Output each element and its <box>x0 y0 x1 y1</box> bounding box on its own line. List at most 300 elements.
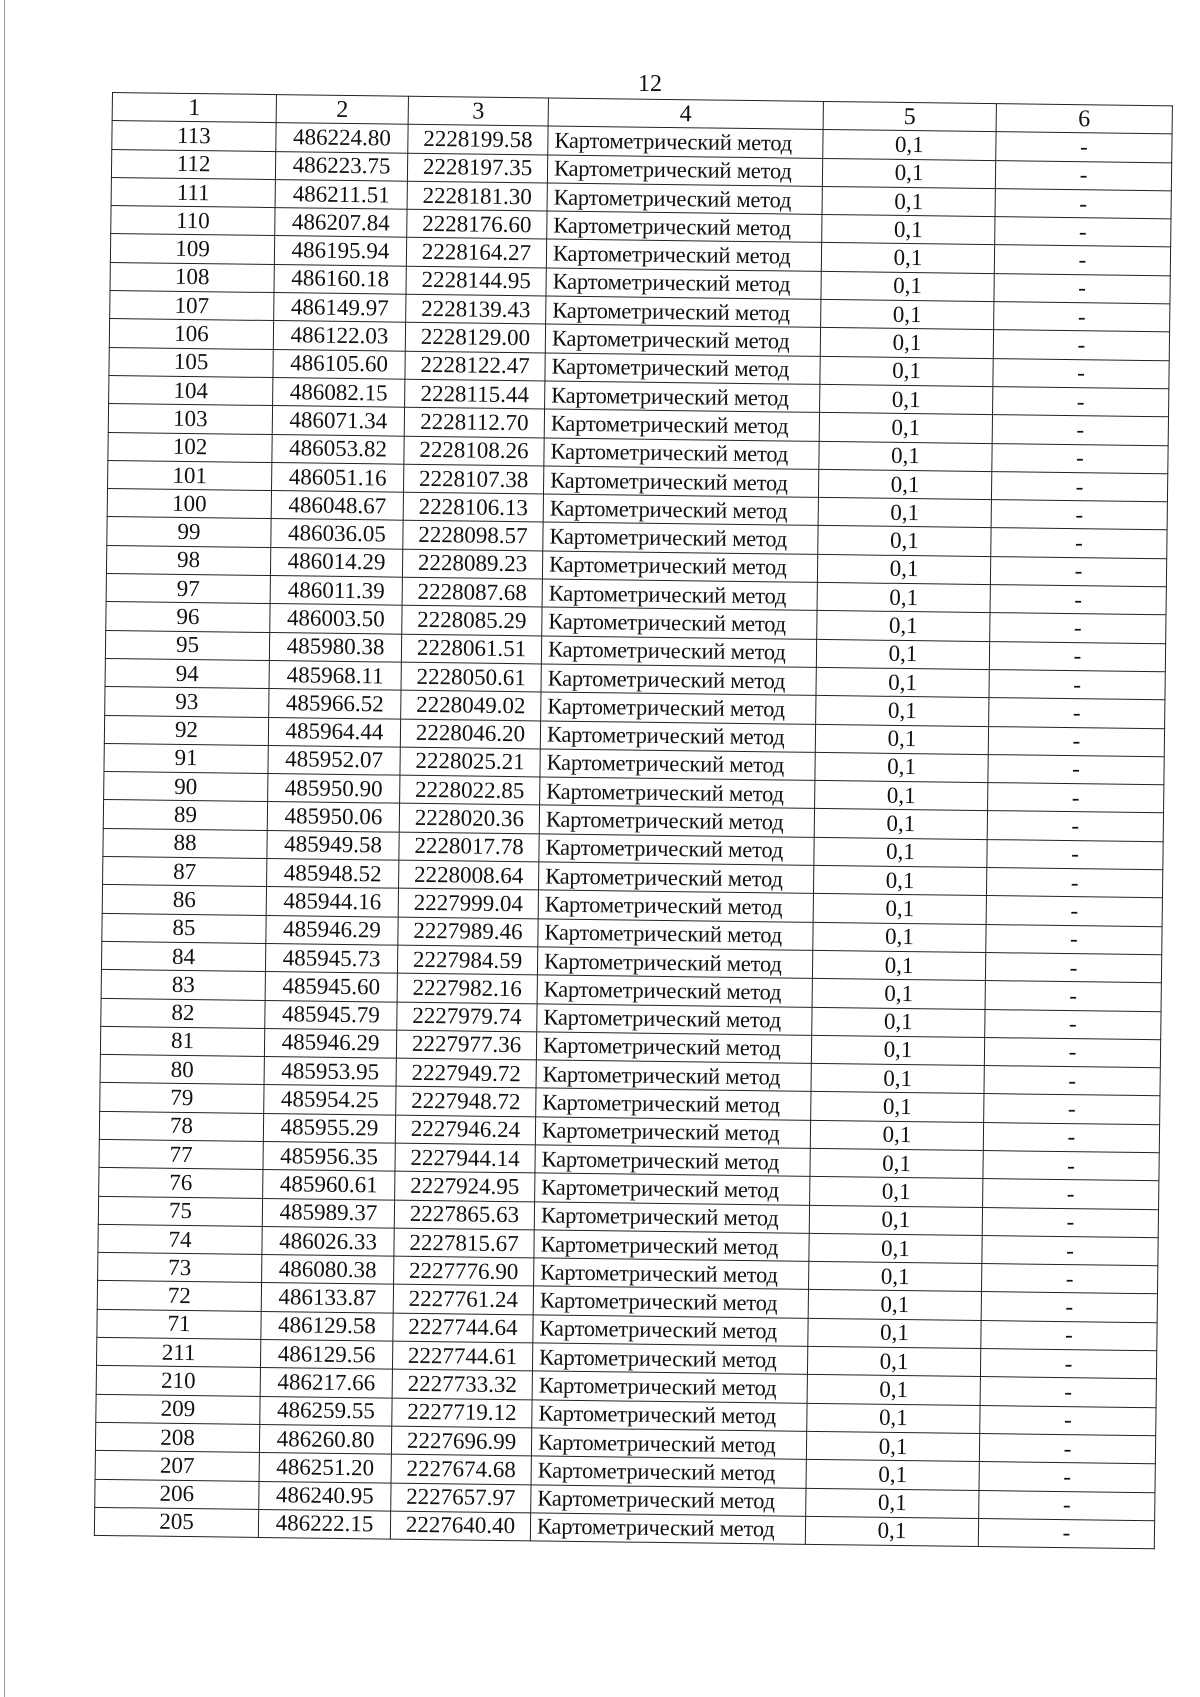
y-coordinate-cell: 2228022.85 <box>400 775 540 805</box>
point-number-cell: 98 <box>106 545 270 575</box>
y-coordinate-cell: 2227984.59 <box>397 945 537 975</box>
x-coordinate-cell: 486003.50 <box>270 604 402 634</box>
y-coordinate-cell: 2228049.02 <box>401 690 541 720</box>
accuracy-cell: 0,1 <box>812 979 985 1009</box>
extra-cell: - <box>994 245 1170 276</box>
method-cell: Картометрический метод <box>547 183 822 215</box>
method-cell: Картометрический метод <box>546 239 821 271</box>
x-coordinate-cell: 485954.25 <box>264 1085 396 1115</box>
extra-cell: - <box>979 1490 1155 1521</box>
y-coordinate-cell: 2228107.38 <box>403 464 543 494</box>
point-number-cell: 107 <box>110 291 274 321</box>
extra-cell: - <box>981 1320 1157 1351</box>
y-coordinate-cell: 2228197.35 <box>407 153 547 183</box>
extra-cell: - <box>981 1264 1157 1295</box>
x-coordinate-cell: 486048.67 <box>271 491 403 521</box>
point-number-cell: 78 <box>99 1111 263 1141</box>
y-coordinate-cell: 2228017.78 <box>399 832 539 862</box>
y-coordinate-cell: 2227674.68 <box>391 1454 531 1484</box>
point-number-cell: 206 <box>95 1479 259 1509</box>
column-header: 1 <box>112 93 276 123</box>
method-cell: Картометрический метод <box>532 1400 807 1432</box>
y-coordinate-cell: 2227696.99 <box>391 1426 531 1456</box>
extra-cell: - <box>978 1518 1154 1549</box>
point-number-cell: 77 <box>99 1139 263 1169</box>
extra-cell: - <box>985 981 1161 1012</box>
accuracy-cell: 0,1 <box>819 441 992 471</box>
x-coordinate-cell: 486207.84 <box>275 208 407 238</box>
extra-cell: - <box>982 1235 1158 1266</box>
y-coordinate-cell: 2228181.30 <box>407 181 547 211</box>
x-coordinate-cell: 486217.66 <box>260 1368 392 1398</box>
extra-cell: - <box>987 811 1163 842</box>
point-number-cell: 76 <box>99 1168 263 1198</box>
accuracy-cell: 0,1 <box>817 582 990 612</box>
extra-cell: - <box>992 443 1168 474</box>
method-cell: Картометрический метод <box>537 947 812 979</box>
extra-cell: - <box>986 868 1162 899</box>
accuracy-cell: 0,1 <box>814 837 987 867</box>
y-coordinate-cell: 2227949.72 <box>396 1058 536 1088</box>
extra-cell: - <box>980 1349 1156 1380</box>
accuracy-cell: 0,1 <box>805 1516 978 1546</box>
method-cell: Картометрический метод <box>545 353 820 385</box>
accuracy-cell: 0,1 <box>807 1375 980 1405</box>
y-coordinate-cell: 2228144.95 <box>406 266 546 296</box>
accuracy-cell: 0,1 <box>807 1346 980 1376</box>
point-number-cell: 111 <box>111 177 275 207</box>
method-cell: Картометрический метод <box>539 834 814 866</box>
x-coordinate-cell: 486160.18 <box>274 264 406 294</box>
method-cell: Картометрический метод <box>543 466 818 498</box>
x-coordinate-cell: 486224.80 <box>276 123 408 153</box>
method-cell: Картометрический метод <box>542 551 817 583</box>
extra-cell: - <box>980 1405 1156 1436</box>
extra-cell: - <box>996 132 1172 163</box>
method-cell: Картометрический метод <box>547 211 822 243</box>
y-coordinate-cell: 2227977.36 <box>396 1030 536 1060</box>
point-number-cell: 205 <box>94 1507 258 1537</box>
accuracy-cell: 0,1 <box>807 1403 980 1433</box>
method-cell: Картометрический метод <box>541 636 816 668</box>
accuracy-cell: 0,1 <box>816 667 989 697</box>
extra-cell: - <box>986 924 1162 955</box>
extra-cell: - <box>983 1122 1159 1153</box>
method-cell: Картометрический метод <box>531 1484 806 1516</box>
x-coordinate-cell: 486129.58 <box>261 1311 393 1341</box>
extra-cell: - <box>991 528 1167 559</box>
extra-cell: - <box>993 330 1169 361</box>
accuracy-cell: 0,1 <box>821 271 994 301</box>
point-number-cell: 112 <box>111 149 275 179</box>
accuracy-cell: 0,1 <box>816 696 989 726</box>
accuracy-cell: 0,1 <box>809 1205 982 1235</box>
accuracy-cell: 0,1 <box>812 950 985 980</box>
accuracy-cell: 0,1 <box>811 1063 984 1093</box>
x-coordinate-cell: 486251.20 <box>259 1453 391 1483</box>
point-number-cell: 92 <box>104 715 268 745</box>
x-coordinate-cell: 485944.16 <box>266 887 398 917</box>
y-coordinate-cell: 2227776.90 <box>394 1256 534 1286</box>
point-number-cell: 75 <box>98 1196 262 1226</box>
point-number-cell: 210 <box>96 1366 260 1396</box>
x-coordinate-cell: 485946.29 <box>264 1028 396 1058</box>
y-coordinate-cell: 2228122.47 <box>405 351 545 381</box>
point-number-cell: 105 <box>109 347 273 377</box>
extra-cell: - <box>995 217 1171 248</box>
extra-cell: - <box>981 1292 1157 1323</box>
extra-cell: - <box>985 952 1161 983</box>
accuracy-cell: 0,1 <box>811 1092 984 1122</box>
x-coordinate-cell: 486122.03 <box>273 321 405 351</box>
y-coordinate-cell: 2228139.43 <box>406 294 546 324</box>
point-number-cell: 102 <box>108 432 272 462</box>
x-coordinate-cell: 485950.90 <box>268 774 400 804</box>
y-coordinate-cell: 2227924.95 <box>395 1171 535 1201</box>
y-coordinate-cell: 2227982.16 <box>397 973 537 1003</box>
point-number-cell: 74 <box>98 1224 262 1254</box>
point-number-cell: 72 <box>97 1281 261 1311</box>
point-number-cell: 113 <box>112 121 276 151</box>
x-coordinate-cell: 486129.56 <box>260 1340 392 1370</box>
y-coordinate-cell: 2228085.29 <box>402 606 542 636</box>
scan-edge-line <box>4 0 5 1697</box>
y-coordinate-cell: 2228046.20 <box>400 719 540 749</box>
method-cell: Картометрический метод <box>535 1173 810 1205</box>
accuracy-cell: 0,1 <box>810 1120 983 1150</box>
y-coordinate-cell: 2227640.40 <box>390 1511 530 1541</box>
accuracy-cell: 0,1 <box>809 1262 982 1292</box>
extra-cell: - <box>990 585 1166 616</box>
x-coordinate-cell: 485948.52 <box>267 859 399 889</box>
x-coordinate-cell: 485945.79 <box>265 1000 397 1030</box>
method-cell: Картометрический метод <box>538 890 813 922</box>
y-coordinate-cell: 2227979.74 <box>397 1002 537 1032</box>
accuracy-cell: 0,1 <box>820 356 993 386</box>
method-cell: Картометрический метод <box>542 579 817 611</box>
point-number-cell: 101 <box>108 460 272 490</box>
point-number-cell: 80 <box>100 1055 264 1085</box>
y-coordinate-cell: 2227944.14 <box>395 1143 535 1173</box>
point-number-cell: 96 <box>106 602 270 632</box>
x-coordinate-cell: 485980.38 <box>269 632 401 662</box>
method-cell: Картометрический метод <box>544 409 819 441</box>
extra-cell: - <box>983 1151 1159 1182</box>
point-number-cell: 73 <box>98 1253 262 1283</box>
accuracy-cell: 0,1 <box>817 554 990 584</box>
extra-cell: - <box>991 500 1167 531</box>
point-number-cell: 79 <box>100 1083 264 1113</box>
y-coordinate-cell: 2227989.46 <box>398 917 538 947</box>
point-number-cell: 106 <box>109 319 273 349</box>
extra-cell: - <box>988 783 1164 814</box>
x-coordinate-cell: 486240.95 <box>259 1481 391 1511</box>
extra-cell: - <box>990 556 1166 587</box>
point-number-cell: 109 <box>110 234 274 264</box>
method-cell: Картометрический метод <box>536 1032 811 1064</box>
point-number-cell: 88 <box>103 828 267 858</box>
method-cell: Картометрический метод <box>540 720 815 752</box>
point-number-cell: 81 <box>100 1026 264 1056</box>
method-cell: Картометрический метод <box>540 777 815 809</box>
method-cell: Картометрический метод <box>535 1117 810 1149</box>
accuracy-cell: 0,1 <box>820 328 993 358</box>
y-coordinate-cell: 2228098.57 <box>403 521 543 551</box>
extra-cell: - <box>993 358 1169 389</box>
method-cell: Картометрический метод <box>530 1513 805 1545</box>
y-coordinate-cell: 2227865.63 <box>394 1200 534 1230</box>
method-cell: Картометрический метод <box>543 522 818 554</box>
point-number-cell: 89 <box>103 800 267 830</box>
point-number-cell: 97 <box>106 574 270 604</box>
x-coordinate-cell: 486053.82 <box>272 434 404 464</box>
accuracy-cell: 0,1 <box>806 1488 979 1518</box>
extra-cell: - <box>988 754 1164 785</box>
y-coordinate-cell: 2227733.32 <box>392 1369 532 1399</box>
method-cell: Картометрический метод <box>539 805 814 837</box>
x-coordinate-cell: 486133.87 <box>261 1283 393 1313</box>
method-cell: Картометрический метод <box>545 381 820 413</box>
accuracy-cell: 0,1 <box>819 413 992 443</box>
accuracy-cell: 0,1 <box>815 724 988 754</box>
accuracy-cell: 0,1 <box>806 1460 979 1490</box>
x-coordinate-cell: 486105.60 <box>273 349 405 379</box>
accuracy-cell: 0,1 <box>808 1318 981 1348</box>
method-cell: Картометрический метод <box>545 324 820 356</box>
extra-cell: - <box>993 387 1169 418</box>
y-coordinate-cell: 2227761.24 <box>393 1285 533 1315</box>
point-number-cell: 208 <box>95 1422 259 1452</box>
accuracy-cell: 0,1 <box>815 752 988 782</box>
y-coordinate-cell: 2227946.24 <box>395 1115 535 1145</box>
method-cell: Картометрический метод <box>546 268 821 300</box>
y-coordinate-cell: 2228164.27 <box>406 238 546 268</box>
extra-cell: - <box>984 1094 1160 1125</box>
extra-cell: - <box>989 670 1165 701</box>
extra-cell: - <box>992 415 1168 446</box>
x-coordinate-cell: 485989.37 <box>262 1198 394 1228</box>
extra-cell: - <box>994 273 1170 304</box>
y-coordinate-cell: 2228106.13 <box>403 492 543 522</box>
column-header: 4 <box>548 98 823 130</box>
x-coordinate-cell: 486051.16 <box>272 462 404 492</box>
accuracy-cell: 0,1 <box>806 1431 979 1461</box>
x-coordinate-cell: 486211.51 <box>275 179 407 209</box>
method-cell: Картометрический метод <box>544 438 819 470</box>
y-coordinate-cell: 2228112.70 <box>404 407 544 437</box>
y-coordinate-cell: 2228115.44 <box>405 379 545 409</box>
x-coordinate-cell: 485968.11 <box>269 660 401 690</box>
accuracy-cell: 0,1 <box>810 1177 983 1207</box>
page-number: 12 <box>638 71 662 97</box>
accuracy-cell: 0,1 <box>818 498 991 528</box>
y-coordinate-cell: 2228176.60 <box>407 209 547 239</box>
y-coordinate-cell: 2227744.64 <box>393 1313 533 1343</box>
x-coordinate-cell: 486014.29 <box>270 547 402 577</box>
method-cell: Картометрический метод <box>541 664 816 696</box>
extra-cell: - <box>988 726 1164 757</box>
y-coordinate-cell: 2228199.58 <box>408 125 548 155</box>
point-number-cell: 94 <box>105 658 269 688</box>
method-cell: Картометрический метод <box>541 692 816 724</box>
point-number-cell: 104 <box>109 375 273 405</box>
method-cell: Картометрический метод <box>536 1088 811 1120</box>
accuracy-cell: 0,1 <box>818 526 991 556</box>
extra-cell: - <box>982 1207 1158 1238</box>
method-cell: Картометрический метод <box>543 494 818 526</box>
point-number-cell: 211 <box>96 1337 260 1367</box>
method-cell: Картометрический метод <box>546 296 821 328</box>
x-coordinate-cell: 485945.73 <box>265 943 397 973</box>
method-cell: Картометрический метод <box>540 749 815 781</box>
x-coordinate-cell: 485952.07 <box>268 745 400 775</box>
method-cell: Картометрический метод <box>534 1201 809 1233</box>
method-cell: Картометрический метод <box>533 1315 808 1347</box>
accuracy-cell: 0,1 <box>808 1290 981 1320</box>
x-coordinate-cell: 486026.33 <box>262 1226 394 1256</box>
y-coordinate-cell: 2227744.61 <box>392 1341 532 1371</box>
x-coordinate-cell: 485966.52 <box>269 689 401 719</box>
accuracy-cell: 0,1 <box>812 1007 985 1037</box>
point-number-cell: 95 <box>105 630 269 660</box>
x-coordinate-cell: 485960.61 <box>263 1170 395 1200</box>
y-coordinate-cell: 2227657.97 <box>391 1483 531 1513</box>
extra-cell: - <box>995 160 1171 191</box>
x-coordinate-cell: 485964.44 <box>268 717 400 747</box>
point-number-cell: 85 <box>102 913 266 943</box>
accuracy-cell: 0,1 <box>822 215 995 245</box>
y-coordinate-cell: 2228050.61 <box>401 662 541 692</box>
extra-cell: - <box>980 1377 1156 1408</box>
method-cell: Картометрический метод <box>535 1145 810 1177</box>
x-coordinate-cell: 486080.38 <box>262 1255 394 1285</box>
accuracy-cell: 0,1 <box>810 1148 983 1178</box>
column-header: 3 <box>408 96 548 126</box>
x-coordinate-cell: 486223.75 <box>275 151 407 181</box>
accuracy-cell: 0,1 <box>816 639 989 669</box>
column-header: 6 <box>996 104 1172 135</box>
x-coordinate-cell: 486036.05 <box>271 519 403 549</box>
point-number-cell: 108 <box>110 262 274 292</box>
accuracy-cell: 0,1 <box>821 243 994 273</box>
x-coordinate-cell: 486011.39 <box>270 576 402 606</box>
coordinates-table <box>94 92 1173 1549</box>
method-cell: Картометрический метод <box>537 975 812 1007</box>
point-number-cell: 93 <box>105 687 269 717</box>
method-cell: Картометрический метод <box>537 1003 812 1035</box>
accuracy-cell: 0,1 <box>813 894 986 924</box>
y-coordinate-cell: 2227815.67 <box>394 1228 534 1258</box>
y-coordinate-cell: 2228087.68 <box>402 577 542 607</box>
y-coordinate-cell: 2228089.23 <box>402 549 542 579</box>
extra-cell: - <box>991 471 1167 502</box>
y-coordinate-cell: 2228108.26 <box>404 436 544 466</box>
x-coordinate-cell: 485956.35 <box>263 1141 395 1171</box>
accuracy-cell: 0,1 <box>818 469 991 499</box>
method-cell: Картометрический метод <box>533 1286 808 1318</box>
accuracy-cell: 0,1 <box>813 922 986 952</box>
point-number-cell: 71 <box>97 1309 261 1339</box>
method-cell: Картометрический метод <box>534 1230 809 1262</box>
point-number-cell: 87 <box>103 856 267 886</box>
method-cell: Картометрический метод <box>547 155 822 187</box>
accuracy-cell: 0,1 <box>822 186 995 216</box>
point-number-cell: 84 <box>101 941 265 971</box>
extra-cell: - <box>984 1037 1160 1068</box>
x-coordinate-cell: 485949.58 <box>267 830 399 860</box>
accuracy-cell: 0,1 <box>815 781 988 811</box>
point-number-cell: 100 <box>107 489 271 519</box>
column-header: 5 <box>823 101 996 131</box>
point-number-cell: 83 <box>101 970 265 1000</box>
method-cell: Картометрический метод <box>534 1258 809 1290</box>
x-coordinate-cell: 486082.15 <box>273 378 405 408</box>
x-coordinate-cell: 486222.15 <box>258 1509 390 1539</box>
y-coordinate-cell: 2227999.04 <box>398 888 538 918</box>
extra-cell: - <box>987 839 1163 870</box>
y-coordinate-cell: 2227719.12 <box>392 1398 532 1428</box>
x-coordinate-cell: 485950.06 <box>267 802 399 832</box>
extra-cell: - <box>979 1433 1155 1464</box>
y-coordinate-cell: 2228129.00 <box>405 323 545 353</box>
point-number-cell: 82 <box>101 998 265 1028</box>
method-cell: Картометрический метод <box>538 919 813 951</box>
accuracy-cell: 0,1 <box>813 865 986 895</box>
x-coordinate-cell: 485955.29 <box>263 1113 395 1143</box>
x-coordinate-cell: 486071.34 <box>272 406 404 436</box>
accuracy-cell: 0,1 <box>814 809 987 839</box>
accuracy-cell: 0,1 <box>809 1233 982 1263</box>
method-cell: Картометрический метод <box>536 1060 811 1092</box>
point-number-cell: 99 <box>107 517 271 547</box>
x-coordinate-cell: 485945.60 <box>265 972 397 1002</box>
accuracy-cell: 0,1 <box>823 130 996 160</box>
column-header: 2 <box>276 95 408 125</box>
accuracy-cell: 0,1 <box>822 158 995 188</box>
document-sheet <box>94 92 1172 1549</box>
y-coordinate-cell: 2228061.51 <box>401 634 541 664</box>
extra-cell: - <box>986 896 1162 927</box>
extra-cell: - <box>983 1179 1159 1210</box>
y-coordinate-cell: 2228025.21 <box>400 747 540 777</box>
method-cell: Картометрический метод <box>532 1343 807 1375</box>
point-number-cell: 207 <box>95 1451 259 1481</box>
point-number-cell: 209 <box>96 1394 260 1424</box>
accuracy-cell: 0,1 <box>821 300 994 330</box>
point-number-cell: 86 <box>102 885 266 915</box>
x-coordinate-cell: 486259.55 <box>260 1396 392 1426</box>
x-coordinate-cell: 485946.29 <box>266 915 398 945</box>
extra-cell: - <box>995 188 1171 219</box>
y-coordinate-cell: 2228020.36 <box>399 804 539 834</box>
x-coordinate-cell: 486149.97 <box>274 293 406 323</box>
accuracy-cell: 0,1 <box>811 1035 984 1065</box>
method-cell: Картометрический метод <box>532 1371 807 1403</box>
extra-cell: - <box>989 698 1165 729</box>
extra-cell: - <box>985 1009 1161 1040</box>
extra-cell: - <box>984 1066 1160 1097</box>
method-cell: Картометрический метод <box>542 607 817 639</box>
method-cell: Картометрический метод <box>539 862 814 894</box>
extra-cell: - <box>994 302 1170 333</box>
method-cell: Картометрический метод <box>531 1456 806 1488</box>
point-number-cell: 91 <box>104 743 268 773</box>
point-number-cell: 103 <box>108 404 272 434</box>
extra-cell: - <box>989 641 1165 672</box>
x-coordinate-cell: 486195.94 <box>274 236 406 266</box>
point-number-cell: 90 <box>104 772 268 802</box>
x-coordinate-cell: 485953.95 <box>264 1057 396 1087</box>
